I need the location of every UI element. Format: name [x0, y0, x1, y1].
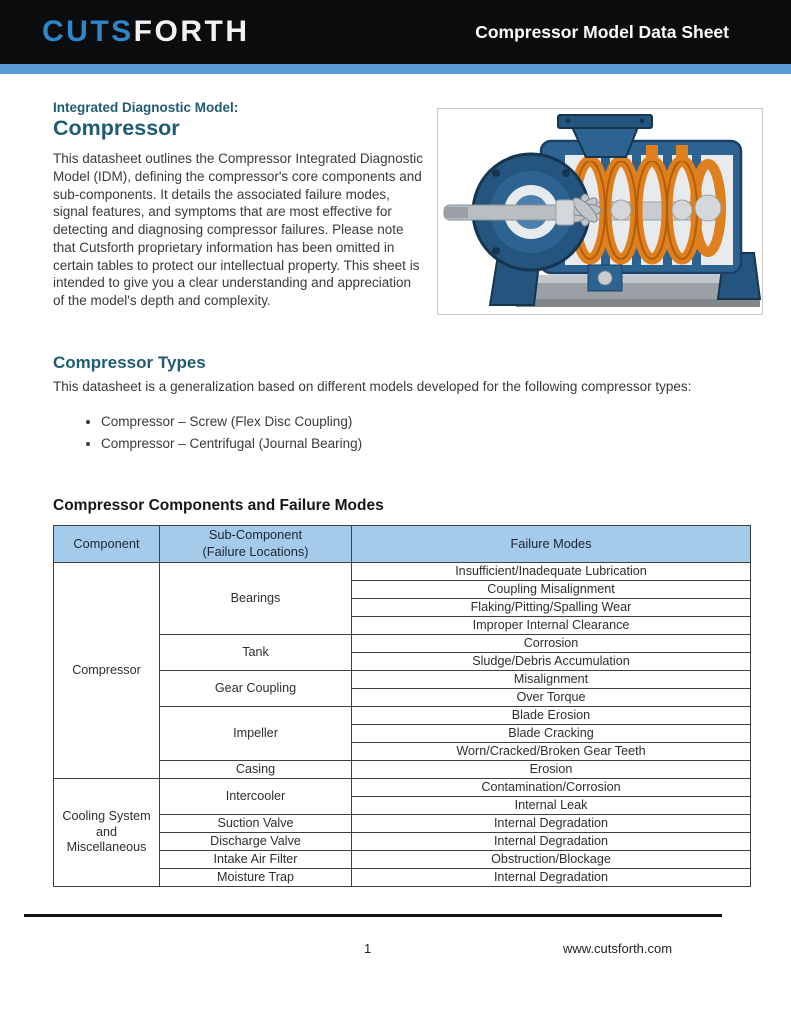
- subcomponent-cell: Gear Coupling: [160, 670, 352, 706]
- subcomponent-cell: Moisture Trap: [160, 868, 352, 886]
- column-header-failure-modes: Failure Modes: [352, 525, 751, 562]
- intro-kicker: Integrated Diagnostic Model:: [53, 100, 239, 115]
- subcomponent-cell: Tank: [160, 634, 352, 670]
- subcomponent-cell: Impeller: [160, 706, 352, 760]
- failure-mode-cell: Improper Internal Clearance: [352, 616, 751, 634]
- column-header-component: Component: [54, 525, 160, 562]
- failure-mode-cell: Obstruction/Blockage: [352, 850, 751, 868]
- failure-modes-heading: Compressor Components and Failure Modes: [53, 496, 384, 514]
- accent-bar: [0, 64, 791, 74]
- component-cell: Compressor: [54, 562, 160, 778]
- failure-mode-cell: Internal Leak: [352, 796, 751, 814]
- footer-website: www.cutsforth.com: [563, 940, 673, 956]
- failure-mode-cell: Erosion: [352, 760, 751, 778]
- failure-modes-table: [53, 525, 751, 887]
- subcomponent-cell: Casing: [160, 760, 352, 778]
- page-number: 1: [364, 940, 372, 956]
- logo-forth-text: FORTH: [133, 15, 250, 48]
- document-title: Compressor Model Data Sheet: [475, 21, 729, 42]
- table-row: [54, 778, 751, 796]
- page-content: [0, 100, 791, 887]
- failure-mode-cell: Internal Degradation: [352, 868, 751, 886]
- failure-mode-cell: Over Torque: [352, 688, 751, 706]
- compressor-cutaway-illustration: [438, 109, 762, 314]
- column-header-subcomponent: Sub-Component (Failure Locations): [160, 525, 352, 562]
- component-cell: Cooling System and Miscellaneous: [54, 778, 160, 886]
- compressor-types-heading: Compressor Types: [53, 353, 206, 372]
- compressor-types-paragraph: This datasheet is a generalization based on different models developed for the following compressor types:: [53, 379, 692, 394]
- failure-mode-cell: Flaking/Pitting/Spalling Wear: [352, 598, 751, 616]
- table-header-row: [54, 525, 751, 562]
- failure-mode-cell: Internal Degradation: [352, 814, 751, 832]
- subcomponent-cell: Intercooler: [160, 778, 352, 814]
- intro-section: [53, 100, 758, 315]
- subcomponent-cell: Discharge Valve: [160, 832, 352, 850]
- footer: [0, 941, 791, 957]
- failure-mode-cell: Contamination/Corrosion: [352, 778, 751, 796]
- list-item: • Compressor – Centrifugal (Journal Bearing): [101, 436, 758, 451]
- header-bar: [0, 0, 791, 64]
- logo-cuts-text: CUTS: [42, 15, 134, 48]
- subcomponent-cell: Intake Air Filter: [160, 850, 352, 868]
- failure-mode-cell: Corrosion: [352, 634, 751, 652]
- page-title: Compressor: [53, 116, 180, 140]
- compressor-image-frame: [437, 108, 763, 315]
- failure-mode-cell: Sludge/Debris Accumulation: [352, 652, 751, 670]
- list-item: • Compressor – Screw (Flex Disc Coupling): [101, 414, 758, 429]
- failure-mode-cell: Blade Cracking: [352, 724, 751, 742]
- failure-mode-cell: Internal Degradation: [352, 832, 751, 850]
- failure-table-body: [54, 562, 751, 886]
- compressor-types-list: [53, 414, 758, 451]
- failure-mode-cell: Worn/Cracked/Broken Gear Teeth: [352, 742, 751, 760]
- subcomponent-cell: Suction Valve: [160, 814, 352, 832]
- cutsforth-logo: [42, 15, 250, 49]
- compressor-types-section: [53, 353, 758, 451]
- failure-mode-cell: Coupling Misalignment: [352, 580, 751, 598]
- intro-paragraph: This datasheet outlines the Compressor Integrated Diagnostic Model (IDM), defining the compressor's core components and sub-components. It details the associated failure modes, signal features, and symptoms that are most effective for detecting and diagnosing compressor failures. Please note that Cutsforth proprietary information has been omitted in certain tables to protect our intellectual property. This sheet is intended to give you a clear understanding and appreciation of the model's depth and complexity.: [53, 151, 423, 308]
- failure-mode-cell: Blade Erosion: [352, 706, 751, 724]
- intro-text-column: [53, 100, 425, 315]
- failure-mode-cell: Insufficient/Inadequate Lubrication: [352, 562, 751, 580]
- subcomponent-cell: Bearings: [160, 562, 352, 634]
- footer-divider: [24, 914, 722, 917]
- failure-mode-cell: Misalignment: [352, 670, 751, 688]
- table-row: [54, 562, 751, 580]
